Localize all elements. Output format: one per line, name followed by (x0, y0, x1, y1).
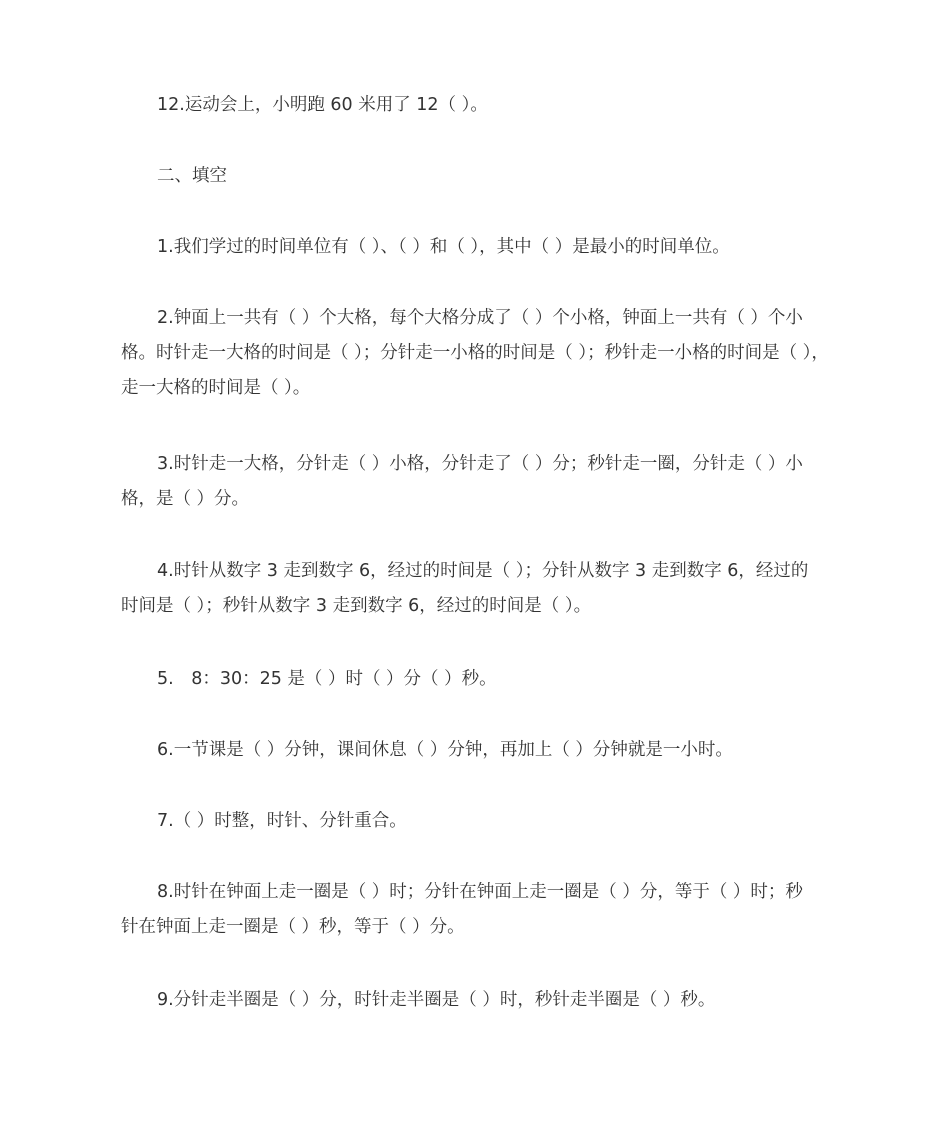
question-2-line-2: 格。时针走一大格的时间是（ ）；分针走一小格的时间是（ ）；秒针走一小格的时间是（ ）， (121, 343, 829, 363)
question-2-line-3: 走一大格的时间是（ ）。 (121, 378, 311, 398)
question-7: 7.（ ）时整，时针、分针重合。 (157, 811, 407, 831)
question-8-line-1: 8.时针在钟面上走一圈是（ ）时；分针在钟面上走一圈是（ ）分，等于（ ）时；秒 (157, 882, 803, 902)
question-3-line-1: 3.时针走一大格，分针走（ ）小格，分针走了（ ）分；秒针走一圈，分针走（ ）小 (157, 454, 803, 474)
question-6: 6.一节课是（ ）分钟，课间休息（ ）分钟，再加上（ ）分钟就是一小时。 (157, 740, 733, 760)
section-title: 二、填空 (157, 166, 227, 186)
question-2-line-1: 2.钟面上一共有（ ）个大格，每个大格分成了（ ）个小格，钟面上一共有（ ）个小 (157, 308, 803, 328)
question-4 (121, 554, 833, 624)
question-12: 12.运动会上，小明跑 60 米用了 12（ ）。 (157, 95, 488, 115)
question-3-line-2: 格，是（ ）分。 (121, 489, 250, 509)
question-4-line-1: 4.时针从数字 3 走到数字 6，经过的时间是（ ）；分针从数字 3 走到数字 6，经过的 (157, 561, 809, 581)
question-4-line-2: 时间是（ ）；秒针从数字 3 走到数字 6，经过的时间是（ ）。 (121, 596, 592, 616)
question-8 (121, 875, 833, 945)
question-3 (121, 447, 833, 517)
question-2 (121, 301, 833, 406)
question-5: 5. 8：30：25 是（ ）时（ ）分（ ）秒。 (157, 669, 497, 689)
question-8-line-2: 针在钟面上走一圈是（ ）秒，等于（ ）分。 (121, 917, 465, 937)
question-1: 1.我们学过的时间单位有（ ）、（ ）和（ ），其中（ ）是最小的时间单位。 (157, 237, 730, 257)
question-9: 9.分针走半圈是（ ）分，时针走半圈是（ ）时，秒针走半圈是（ ）秒。 (157, 990, 716, 1010)
